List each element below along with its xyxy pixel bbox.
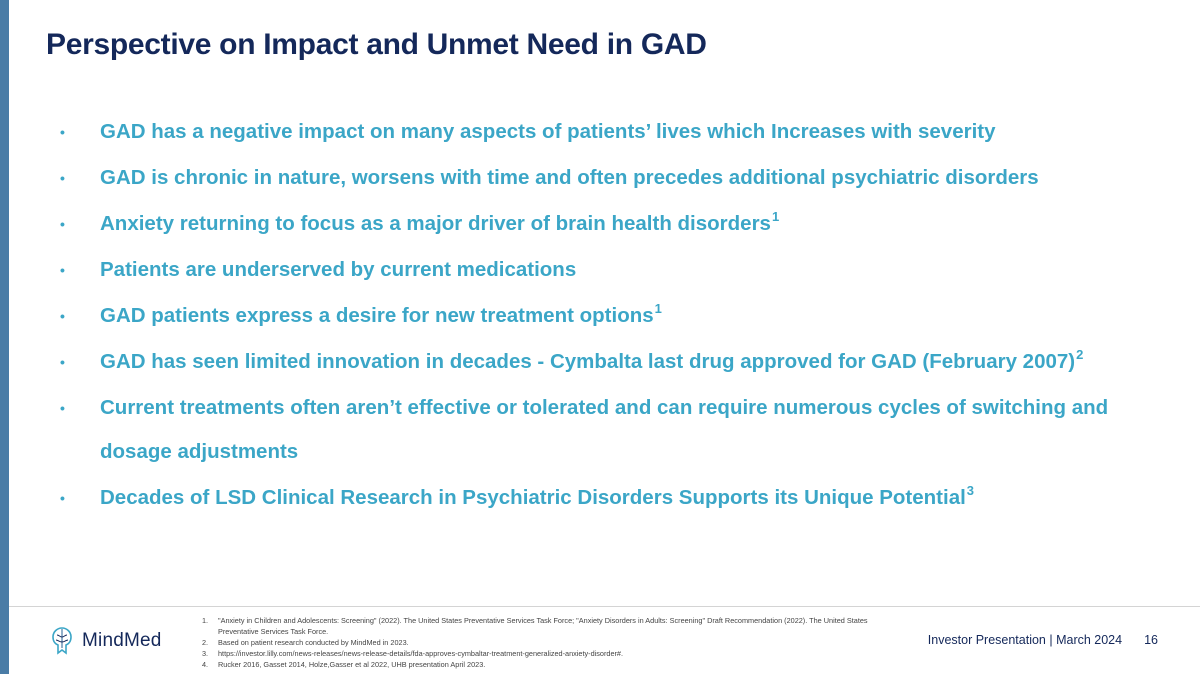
mindmed-logo — [50, 626, 162, 656]
page-number: 16 — [1144, 633, 1158, 647]
left-accent-bar — [0, 0, 9, 674]
footnote-number: 1. — [202, 616, 209, 625]
bullet-text: GAD is chronic in nature, worsens with time and often precedes additional psychiatric disorders — [100, 166, 1039, 189]
footnote — [202, 615, 902, 637]
bullet-text: GAD has a negative impact on many aspects of patients’ lives which Increases with severity — [100, 120, 996, 143]
bullet-marker: • — [60, 170, 65, 186]
footnote — [202, 659, 902, 670]
bullet-text: Current treatments often aren’t effective or tolerated and can require numerous cycles of switching and dosage adjustments — [100, 396, 1109, 463]
bullet-marker: • — [60, 308, 65, 324]
bullet-item — [60, 476, 1180, 522]
footnote-text: Based on patient research conducted by MindMed in 2023. — [218, 638, 409, 647]
bullet-text: Decades of LSD Clinical Research in Psychiatric Disorders Supports its Unique Potential — [100, 486, 966, 509]
bullet-superscript: 2 — [1076, 347, 1084, 362]
bullet-superscript: 1 — [654, 301, 662, 316]
footnotes — [202, 615, 902, 670]
footnote — [202, 637, 902, 648]
bullet-superscript: 3 — [966, 483, 975, 498]
footnote-text: Rucker 2016, Gasset 2014, Holze,Gasser et al 2022, UHB presentation April 2023. — [218, 660, 486, 669]
bullet-marker: • — [60, 400, 65, 416]
bullet-text: GAD has seen limited innovation in decades - Cymbalta last drug approved for GAD (February 2007) — [100, 350, 1076, 373]
bullet-superscript: 1 — [771, 209, 780, 224]
footer-right — [928, 633, 1158, 647]
bullet-item — [60, 156, 1180, 202]
footnote-number: 4. — [202, 660, 209, 669]
bullet-marker: • — [60, 262, 65, 278]
footnote-text: "Anxiety in Children and Adolescents: Screening" (2022). The United States Preventative Services Task Force; "Anxiety Disorders in Adults: Screening" Draft Recommendation (2022). The United States Preventative Services Task Force. — [218, 616, 868, 636]
bullet-text: Patients are underserved by current medications — [100, 258, 577, 281]
bullet-marker: • — [60, 354, 65, 370]
bullet-item — [60, 202, 1180, 248]
logo-text: MindMed — [82, 630, 162, 651]
brain-logo-icon — [50, 626, 74, 656]
bullet-text: Anxiety returning to focus as a major driver of brain health disorders — [100, 212, 771, 235]
footnote-text: https://investor.lilly.com/news-releases/news-release-details/fda-approves-cymbaltar-treatment-generalized-anxiety-disorder#. — [218, 649, 624, 658]
bullet-item — [60, 110, 1180, 156]
footer-divider — [9, 606, 1200, 607]
bullet-item — [60, 248, 1180, 294]
footnote — [202, 648, 902, 659]
bullet-item — [60, 386, 1180, 476]
slide-title: Perspective on Impact and Unmet Need in GAD — [46, 28, 707, 61]
bullet-text: GAD patients express a desire for new treatment options — [100, 304, 654, 327]
bullet-item — [60, 340, 1180, 386]
presentation-label: Investor Presentation | March 2024 — [927, 633, 1123, 647]
bullet-marker: • — [60, 490, 65, 506]
bullet-marker: • — [60, 124, 65, 140]
bullet-item — [60, 294, 1180, 340]
footnote-number: 3. — [202, 649, 209, 658]
bullet-marker: • — [60, 216, 65, 232]
bullet-list — [60, 110, 1180, 522]
footnote-number: 2. — [202, 638, 209, 647]
